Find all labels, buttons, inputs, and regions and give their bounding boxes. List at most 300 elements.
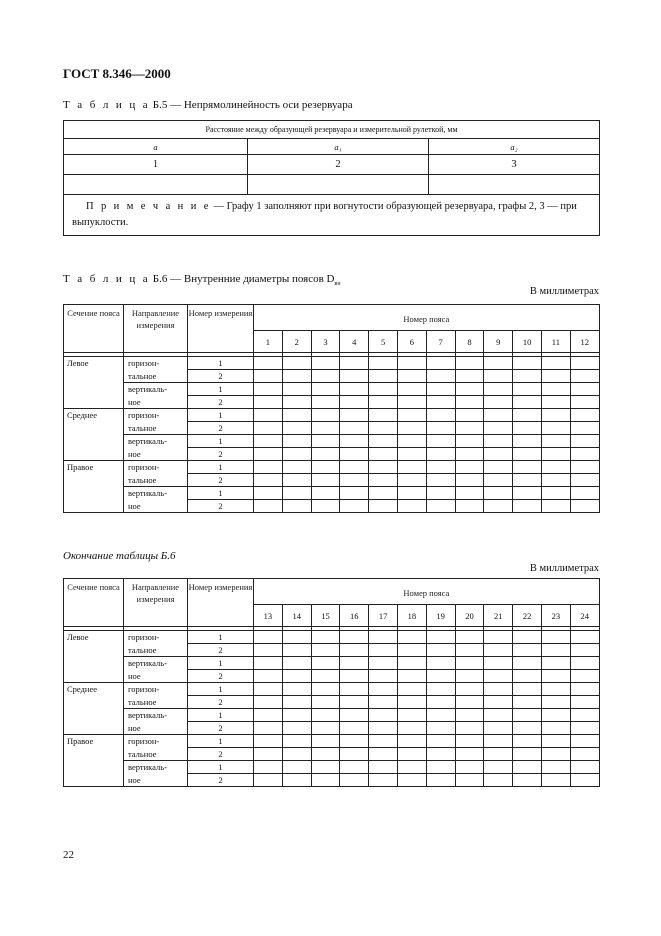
header-direction: Направление измерения [124,305,188,353]
data-cell [455,709,484,722]
data-cell [369,474,398,487]
data-cell [282,722,311,735]
data-cell [426,722,455,735]
measurement-number-cell: 1 [188,735,254,748]
data-cell [541,435,570,448]
measurement-number-cell: 2 [188,448,254,461]
data-cell [282,670,311,683]
data-cell [254,657,283,670]
measurement-number-cell: 1 [188,461,254,474]
data-cell [254,500,283,513]
data-cell [369,435,398,448]
data-cell [340,357,369,370]
table-b6-caption-prefix: Т а б л и ц а [63,273,151,285]
data-cell [570,683,599,696]
data-cell [455,748,484,761]
data-cell [397,657,426,670]
data-cell [254,409,283,422]
data-cell [311,670,340,683]
data-cell [484,461,513,474]
data-cell [282,735,311,748]
data-cell [541,696,570,709]
data-cell [369,487,398,500]
data-cell [455,383,484,396]
data-cell [513,435,542,448]
table-b6 [63,304,600,513]
data-cell [570,696,599,709]
measurement-number-cell: 1 [188,487,254,500]
belt-number-header: 4 [340,331,369,353]
data-cell [369,409,398,422]
belt-number-header: 6 [397,331,426,353]
data-cell [311,500,340,513]
data-cell [455,370,484,383]
data-cell [541,657,570,670]
belt-number-header: 22 [513,605,542,627]
section-cell: Среднее [64,409,124,461]
section-cell: Левое [64,357,124,409]
data-cell [426,383,455,396]
data-cell [311,761,340,774]
data-cell [513,448,542,461]
data-cell [426,644,455,657]
data-cell [541,500,570,513]
belt-number-header: 2 [282,331,311,353]
data-cell [369,422,398,435]
table-b5-symbol-cell: a [64,139,248,155]
data-cell [254,644,283,657]
data-cell [340,461,369,474]
table-b6-end-caption: Окончание таблицы Б.6 [63,550,176,562]
data-cell [455,448,484,461]
table-b5-number-cell: 2 [248,155,429,175]
direction-cell: тальное [124,696,188,709]
data-cell [484,631,513,644]
data-cell [426,370,455,383]
data-cell [282,696,311,709]
header-belt-number: Номер пояса [254,579,600,605]
measurement-number-cell: 2 [188,644,254,657]
data-cell [541,631,570,644]
data-cell [513,357,542,370]
data-cell [513,409,542,422]
measurement-number-cell: 1 [188,683,254,696]
data-cell [311,644,340,657]
data-cell [484,357,513,370]
data-cell [369,357,398,370]
data-cell [484,696,513,709]
measurement-number-cell: 2 [188,696,254,709]
data-cell [541,422,570,435]
data-cell [455,461,484,474]
data-cell [513,696,542,709]
data-cell [541,735,570,748]
data-cell [513,657,542,670]
data-cell [426,448,455,461]
belt-number-header: 14 [282,605,311,627]
data-cell [513,722,542,735]
data-cell [311,435,340,448]
belt-number-header: 7 [426,331,455,353]
data-cell [254,422,283,435]
data-cell [397,644,426,657]
data-cell [282,409,311,422]
data-cell [340,631,369,644]
data-cell [455,683,484,696]
data-cell [455,644,484,657]
data-cell [311,461,340,474]
direction-cell: тальное [124,644,188,657]
belt-number-header: 12 [570,331,599,353]
section-cell: Правое [64,461,124,513]
table-b5-note-label: П р и м е ч а н и е [86,201,211,212]
direction-cell: горизон- [124,683,188,696]
data-cell [570,396,599,409]
data-cell [455,357,484,370]
data-cell [513,631,542,644]
direction-cell: тальное [124,370,188,383]
data-cell [570,644,599,657]
table-b5-empty-cell [248,175,429,195]
data-cell [340,670,369,683]
data-cell [282,435,311,448]
data-cell [397,500,426,513]
data-cell [397,422,426,435]
table-b5-number-cell: 3 [429,155,600,175]
data-cell [254,383,283,396]
data-cell [426,670,455,683]
table-b5-number-cell: 1 [64,155,248,175]
data-cell [254,396,283,409]
belt-number-header: 24 [570,605,599,627]
data-cell [282,644,311,657]
direction-cell: вертикаль- [124,435,188,448]
data-cell [311,722,340,735]
data-cell [484,644,513,657]
data-cell [397,396,426,409]
data-cell [369,448,398,461]
data-cell [455,657,484,670]
data-cell [513,396,542,409]
data-cell [369,735,398,748]
data-cell [369,644,398,657]
table-b5-symbol-cell: a₂ [429,139,600,155]
direction-cell: вертикаль- [124,709,188,722]
data-cell [282,461,311,474]
table-b5-symbol-cell: a₁ [248,139,429,155]
data-cell [455,761,484,774]
header-section: Сечение пояса [64,579,124,627]
data-cell [484,383,513,396]
data-cell [282,774,311,787]
data-cell [513,748,542,761]
data-cell [541,461,570,474]
belt-number-header: 21 [484,605,513,627]
data-cell [397,370,426,383]
data-cell [311,448,340,461]
data-cell [397,487,426,500]
data-cell [484,474,513,487]
data-cell [340,383,369,396]
data-cell [340,683,369,696]
data-cell [311,474,340,487]
data-cell [513,422,542,435]
section-cell: Среднее [64,683,124,735]
data-cell [282,709,311,722]
data-cell [484,396,513,409]
data-cell [455,631,484,644]
direction-cell: ное [124,722,188,735]
data-cell [254,631,283,644]
data-cell [254,474,283,487]
data-cell [484,774,513,787]
data-cell [254,487,283,500]
data-cell [484,735,513,748]
direction-cell: ное [124,670,188,683]
direction-cell: вертикаль- [124,383,188,396]
data-cell [282,448,311,461]
table-b5-note [64,195,600,236]
data-cell [541,396,570,409]
data-cell [340,448,369,461]
data-cell [340,657,369,670]
belt-number-header: 17 [369,605,398,627]
data-cell [369,461,398,474]
data-cell [397,735,426,748]
measurement-number-cell: 1 [188,383,254,396]
measurement-number-cell: 2 [188,396,254,409]
data-cell [282,383,311,396]
data-cell [570,748,599,761]
data-cell [541,474,570,487]
data-cell [570,500,599,513]
data-cell [426,461,455,474]
data-cell [484,487,513,500]
data-cell [282,422,311,435]
data-cell [340,644,369,657]
data-cell [254,696,283,709]
table-b5-note-text: — Графу 1 заполняют при вогнутости образующей резервуара, графы 2, 3 — при выпуклости. [72,201,577,228]
data-cell [570,722,599,735]
data-cell [426,357,455,370]
data-cell [541,409,570,422]
data-cell [282,357,311,370]
header-measurement: Номер измерения [188,305,254,353]
data-cell [311,735,340,748]
measurement-number-cell: 1 [188,631,254,644]
data-cell [426,474,455,487]
data-cell [455,487,484,500]
data-cell [340,396,369,409]
data-cell [426,500,455,513]
belt-number-header: 3 [311,331,340,353]
data-cell [397,435,426,448]
data-cell [369,670,398,683]
data-cell [254,761,283,774]
table-b5-header: Расстояние между образующей резервуара и измерительной рулеткой, мм [64,121,600,139]
data-cell [254,683,283,696]
data-cell [369,683,398,696]
data-cell [484,683,513,696]
data-cell [455,774,484,787]
table-b6-units: В миллиметрах [529,286,599,297]
data-cell [397,409,426,422]
data-cell [484,500,513,513]
data-cell [426,735,455,748]
measurement-number-cell: 1 [188,761,254,774]
data-cell [570,357,599,370]
data-cell [455,409,484,422]
data-cell [254,748,283,761]
data-cell [311,631,340,644]
table-b6-caption-text: Б.6 — Внутренние диаметры поясов D [152,273,335,285]
table-b6-caption [63,273,341,287]
data-cell [340,487,369,500]
data-cell [311,657,340,670]
data-cell [397,448,426,461]
data-cell [340,500,369,513]
data-cell [570,370,599,383]
direction-cell: горизон- [124,461,188,474]
measurement-number-cell: 2 [188,748,254,761]
data-cell [254,722,283,735]
table-b5-empty-cell [64,175,248,195]
belt-number-header: 5 [369,331,398,353]
data-cell [369,722,398,735]
data-cell [426,696,455,709]
data-cell [570,383,599,396]
data-cell [340,748,369,761]
table-b6-end [63,578,600,787]
data-cell [455,474,484,487]
data-cell [426,409,455,422]
data-cell [541,748,570,761]
data-cell [254,461,283,474]
data-cell [541,644,570,657]
direction-cell: тальное [124,474,188,487]
data-cell [340,474,369,487]
data-cell [369,748,398,761]
data-cell [455,396,484,409]
table-b5-caption-prefix: Т а б л и ц а [63,99,151,111]
data-cell [570,474,599,487]
data-cell [311,748,340,761]
data-cell [513,709,542,722]
data-cell [484,422,513,435]
data-cell [426,748,455,761]
data-cell [541,761,570,774]
table-b5-caption-text: Б.5 — Непрямолинейность оси резервуара [152,99,353,111]
data-cell [254,448,283,461]
data-cell [426,396,455,409]
data-cell [570,631,599,644]
data-cell [541,774,570,787]
data-cell [455,435,484,448]
data-cell [513,500,542,513]
data-cell [311,696,340,709]
data-cell [340,735,369,748]
data-cell [484,435,513,448]
belt-number-header: 23 [541,605,570,627]
measurement-number-cell: 1 [188,409,254,422]
belt-number-header: 10 [513,331,542,353]
data-cell [397,683,426,696]
direction-cell: горизон- [124,357,188,370]
data-cell [426,631,455,644]
data-cell [426,422,455,435]
data-cell [397,761,426,774]
data-cell [282,474,311,487]
header-measurement: Номер измерения [188,579,254,627]
measurement-number-cell: 1 [188,357,254,370]
direction-cell: тальное [124,748,188,761]
data-cell [455,722,484,735]
data-cell [484,709,513,722]
belt-number-header: 16 [340,605,369,627]
data-cell [311,357,340,370]
data-cell [369,370,398,383]
data-cell [484,722,513,735]
data-cell [397,474,426,487]
data-cell [254,670,283,683]
data-cell [397,670,426,683]
data-cell [570,461,599,474]
data-cell [397,696,426,709]
data-cell [282,631,311,644]
data-cell [570,735,599,748]
data-cell [340,761,369,774]
data-cell [484,657,513,670]
data-cell [311,422,340,435]
data-cell [369,774,398,787]
data-cell [484,748,513,761]
data-cell [541,487,570,500]
data-cell [369,631,398,644]
belt-number-header: 8 [455,331,484,353]
belt-number-header: 18 [397,605,426,627]
data-cell [254,435,283,448]
data-cell [282,487,311,500]
data-cell [311,370,340,383]
data-cell [311,709,340,722]
data-cell [369,657,398,670]
data-cell [426,774,455,787]
table-b5-caption [63,99,353,111]
measurement-number-cell: 2 [188,500,254,513]
direction-cell: ное [124,448,188,461]
direction-cell: горизон- [124,409,188,422]
data-cell [455,422,484,435]
data-cell [282,683,311,696]
data-cell [282,761,311,774]
measurement-number-cell: 1 [188,435,254,448]
data-cell [311,683,340,696]
data-cell [397,748,426,761]
measurement-number-cell: 2 [188,670,254,683]
direction-cell: горизон- [124,735,188,748]
data-cell [541,709,570,722]
measurement-number-cell: 2 [188,474,254,487]
data-cell [513,461,542,474]
data-cell [340,722,369,735]
direction-cell: вертикаль- [124,657,188,670]
belt-number-header: 15 [311,605,340,627]
data-cell [426,761,455,774]
measurement-number-cell: 2 [188,774,254,787]
data-cell [282,657,311,670]
data-cell [311,487,340,500]
data-cell [570,709,599,722]
